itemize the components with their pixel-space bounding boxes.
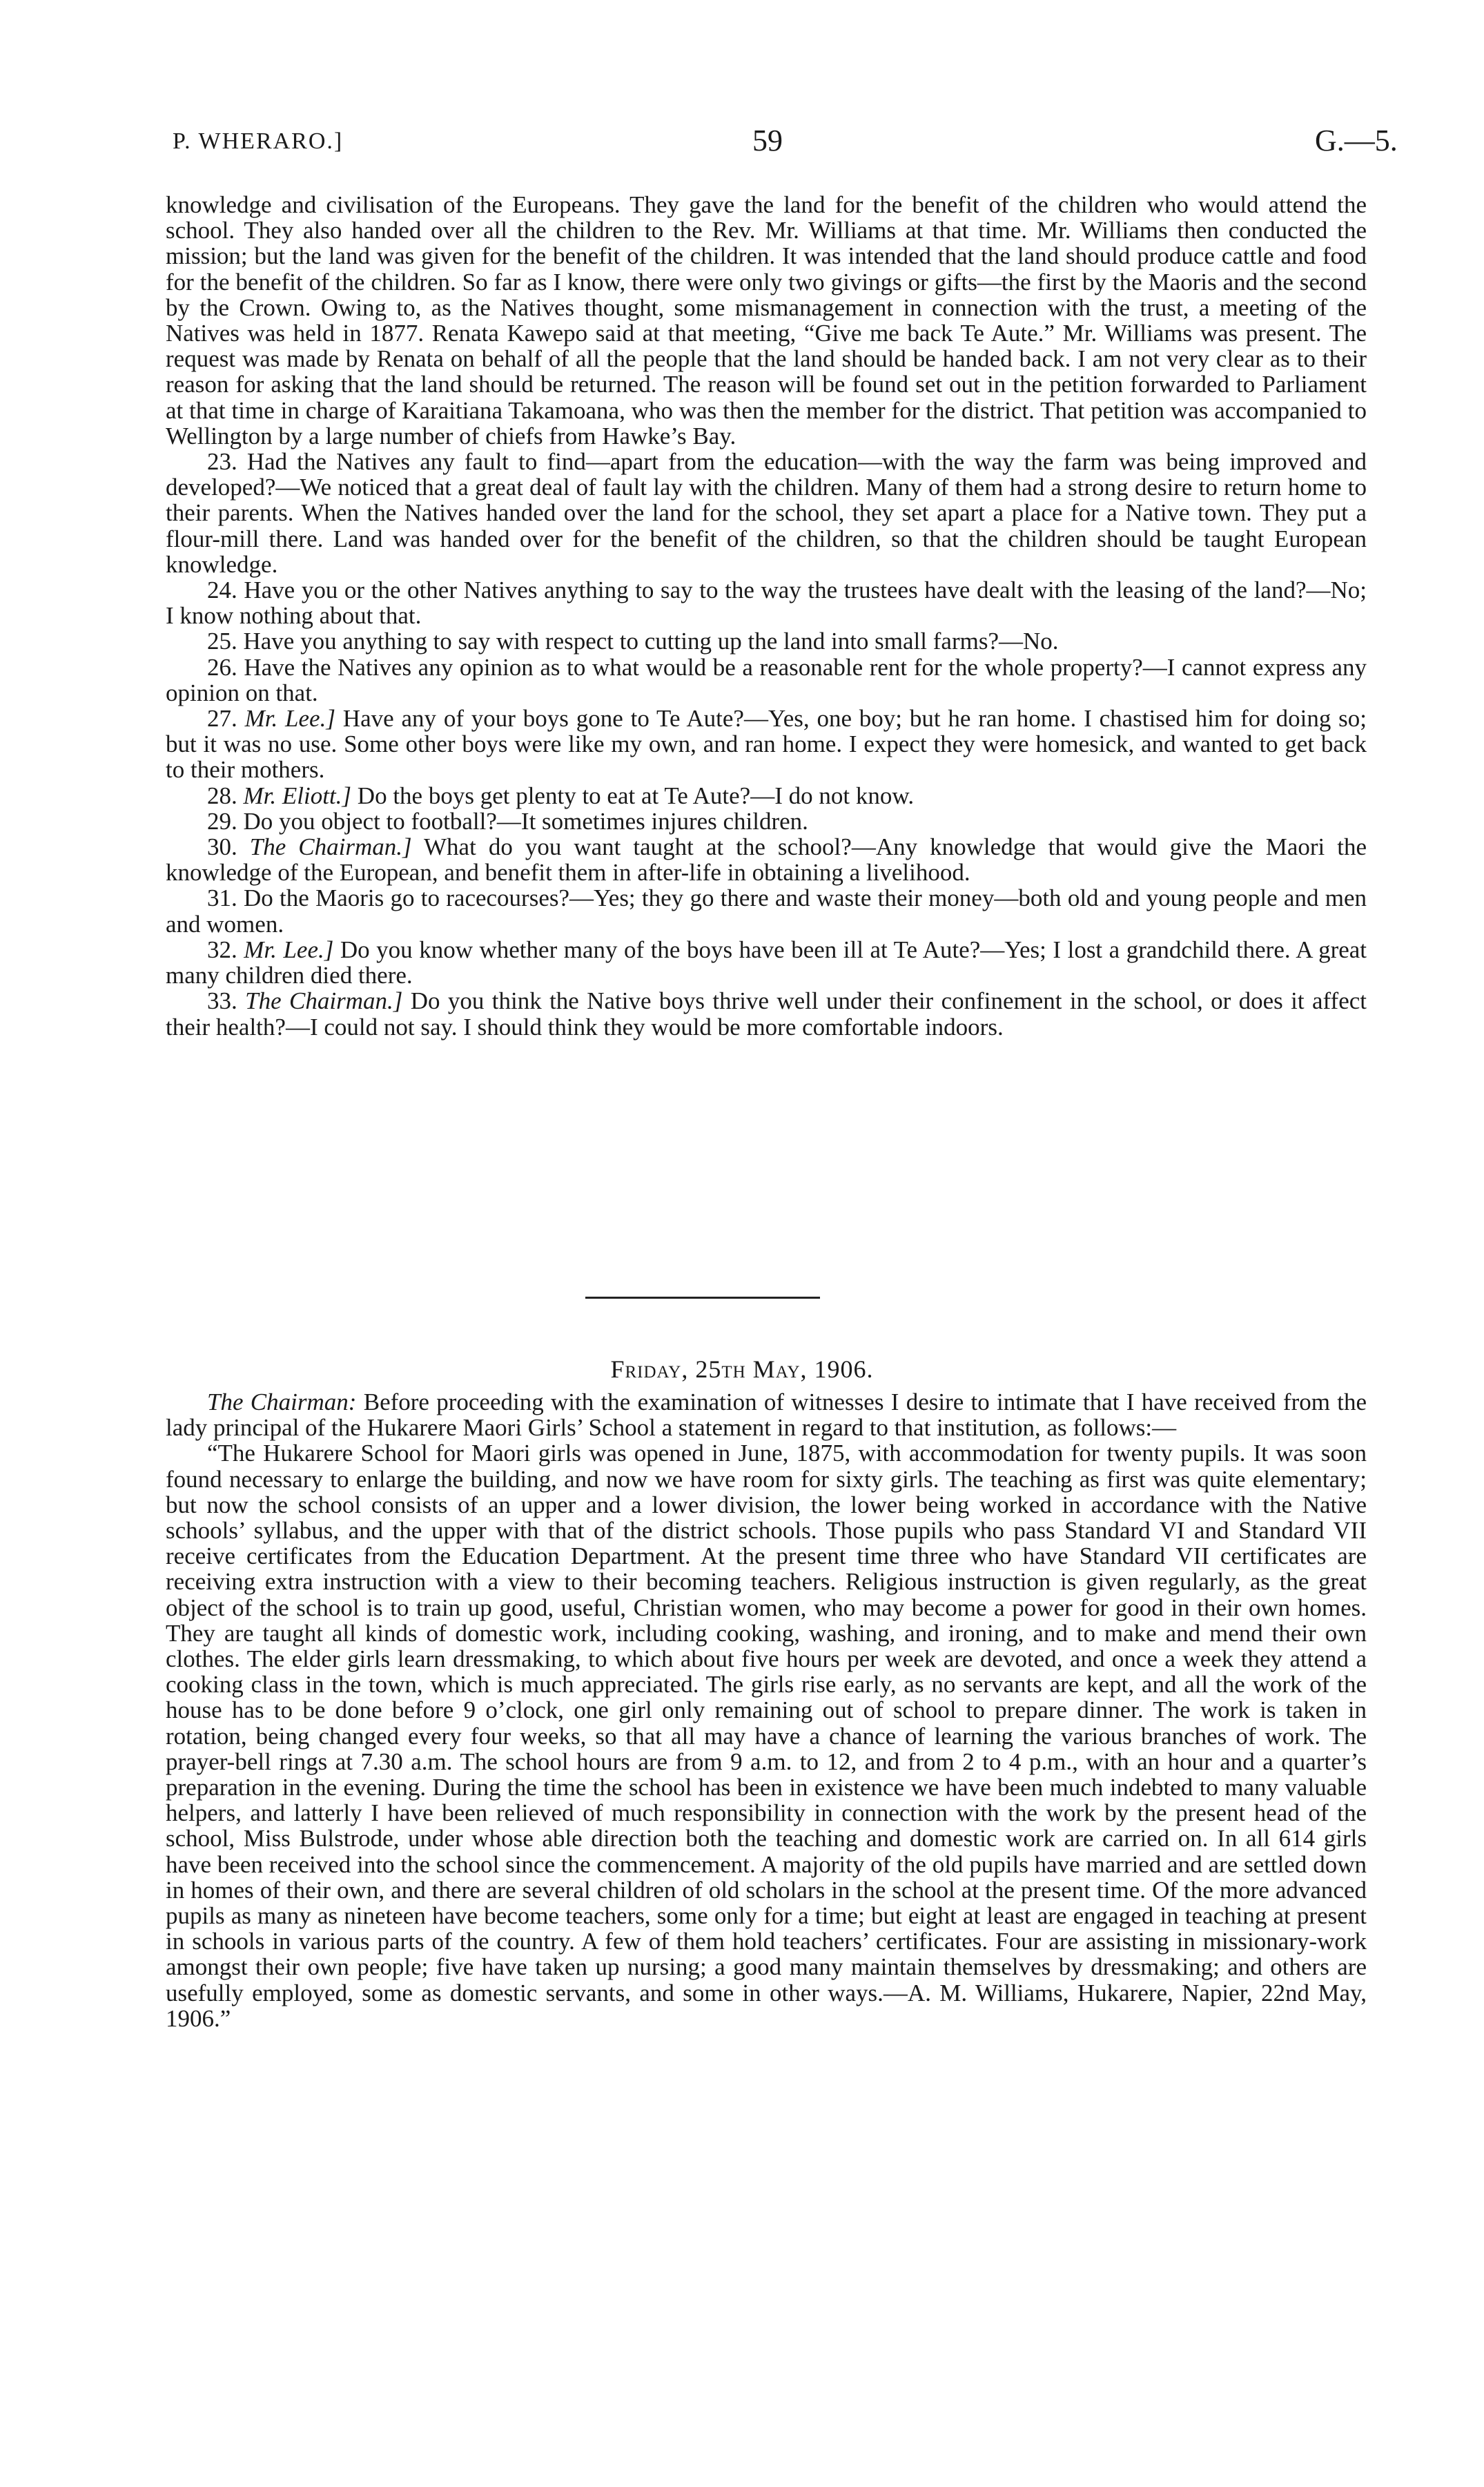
paragraph-text: 29. Do you object to football?—It sometimes injures children. <box>207 807 808 835</box>
running-head-witness: P. WHERARO.] <box>173 128 344 154</box>
paragraph-text: What do you want taught at the school?—Any knowledge that would give the Maori the knowledge of the European, and benefit them in after-life in obtaining a livelihood. <box>166 833 1367 887</box>
paragraph <box>166 988 1367 1039</box>
paragraph <box>166 655 1367 706</box>
question-number: 30. <box>207 833 237 861</box>
speaker: Mr. Lee.] <box>244 936 334 963</box>
speaker: Mr. Lee.] <box>244 705 335 733</box>
paragraph <box>166 577 1367 628</box>
paragraph-text: Before proceeding with the examination of witnesses I desire to intimate that I have received from the lady principal of the Hukarere Maori Girls’ School a statement in regard to that institution, as follows:— <box>166 1388 1367 1442</box>
paragraph-text: 24. Have you or the other Natives anything to say to the way the trustees have dealt with the leasing of the land?—No; I know nothing about that. <box>166 577 1367 630</box>
paragraph <box>166 937 1367 988</box>
paragraph <box>166 834 1367 885</box>
speaker: The Chairman: <box>207 1388 357 1415</box>
section-divider <box>585 1297 820 1299</box>
paragraph <box>166 783 1367 809</box>
document-reference: G.—5. <box>1315 124 1398 157</box>
paragraph-text: knowledge and civilisation of the Europeans. They gave the land for the benefit of the children who would attend the school. They also handed over all the children to the Rev. Mr. Williams at that time. Mr. Williams then conducted the mission; but the land was given for the benefit of the children. It was intended that the land should produce cattle and food for the benefit of the children. So far as I know, there were only two givings or gifts—the first by the Maoris and the second by the Crown. Owing to, as the Natives thought, some mismanagement in connection with the trust, a meeting of the Natives was held in 1877. Renata Kawepo said at that meeting, “Give me back Te Aute.” Mr. Williams was present. The request was made by Renata on behalf of all the people that the land should be handed back. I am not very clear as to their reason for asking that the land should be returned. The reason will be found set out in the petition forwarded to Parliament at that time in charge of Karaitiana Takamoana, who was then the member for the district. That petition was accompanied to Wellington by a large number of chiefs from Hawke’s Bay. <box>166 191 1367 449</box>
paragraph-text: Do you think the Native boys thrive well under their confinement in the school, or does it affect their health?—I could not say. I should think they would be more comfortable indoors. <box>166 987 1367 1041</box>
speaker: Mr. Eliott.] <box>243 782 352 809</box>
paragraph-text: Do you know whether many of the boys have been ill at Te Aute?—Yes; I lost a grandchild there. A great many children died there. <box>166 936 1367 989</box>
evidence-section-1 <box>166 192 1367 1040</box>
paragraph-text: 26. Have the Natives any opinion as to what would be a reasonable rent for the whole property?—I cannot express any opinion on that. <box>166 653 1367 706</box>
paragraph <box>166 628 1367 654</box>
paragraph-text: Have any of your boys gone to Te Aute?—Yes, one boy; but he ran home. I chastised him for doing so; but it was no use. Some other boys were like my own, and ran home. I expect they were homesick, and wanted to get back to their mothers. <box>166 705 1367 784</box>
page-number: 59 <box>752 124 783 157</box>
paragraph <box>166 1389 1367 1440</box>
question-number: 28. <box>207 782 237 809</box>
question-number: 27. <box>207 705 237 733</box>
paragraph <box>166 192 1367 449</box>
paragraph-text: 25. Have you anything to say with respect to cutting up the land into small farms?—No. <box>207 628 1059 655</box>
paragraph <box>166 1440 1367 2031</box>
evidence-section-2 <box>166 1389 1367 2031</box>
speaker: The Chairman.] <box>249 833 412 861</box>
speaker: The Chairman.] <box>245 987 403 1015</box>
paragraph <box>166 706 1367 783</box>
paragraph-text: Do the boys get plenty to eat at Te Aute?—I do not know. <box>357 782 915 809</box>
question-number: 32. <box>207 936 237 963</box>
question-number: 33. <box>207 987 237 1015</box>
paragraph-text: 31. Do the Maoris go to racecourses?—Yes; they go there and waste their money—both old and young people and men and women. <box>166 884 1367 938</box>
paragraph-text: “The Hukarere School for Maori girls was opened in June, 1875, with accommodation for twenty pupils. It was soon found necessary to enlarge the building, and now we have room for sixty girls. The teaching as first was quite elementary; but now the school consists of an upper and a lower division, the lower being worked in accordance with the Native schools’ syllabus, and the upper with that of the district schools. Those pupils who pass Standard VI and Standard VII receive certificates from the Education Department. At the present time three who have Standard VII certificates are receiving extra instruction with a view to their becoming teachers. Religious instruction is given regularly, as the great object of the school is to train up good, useful, Christian women, who may become a power for good in their own homes. They are taught all kinds of domestic work, including cooking, washing, and ironing, and to make and mend their own clothes. The elder girls learn dressmaking, to which about five hours per week are devoted, and once a week they attend a cooking class in the town, which is much appreciated. The girls rise early, as no servants are kept, and all the work of the house has to be done before 9 o’clock, one girl only remaining out of school to prepare dinner. The work is taken in rotation, being changed every four weeks, so that all may have a chance of learning the various branches of work. The prayer-bell rings at 7.30 a.m. The school hours are from 9 a.m. to 12, and from 2 to 4 p.m., with an hour and a quarter’s preparation in the evening. During the time the school has been in existence we have been much indebted to many valuable helpers, and latterly I have been relieved of much responsibility in connection with the work by the present head of the school, Miss Bulstrode, under whose able direction both the teaching and domestic work are carried on. In all 614 girls have been received into the school since the commencement. A majority of the old pupils have married and are settled down in homes of their own, and there are several children of old scholars in the school at the present time. Of the more advanced pupils as many as nineteen have become teachers, some only for a time; but eight at least are engaged in teaching at present in schools in various parts of the country. A few of them hold teachers’ certificates. Four are assisting in missionary-work amongst their own people; five have taken up nursing; a good many maintain themselves by dressmaking; and others are usefully employed, some as domestic servants, and some in other ways.—A. M. Williams, Hukarere, Napier, 22nd May, 1906.” <box>166 1440 1367 2032</box>
paragraph <box>166 449 1367 577</box>
date-heading: Friday, 25th May, 1906. <box>610 1355 874 1383</box>
paragraph <box>166 885 1367 936</box>
paragraph <box>166 809 1367 834</box>
paragraph-text: 23. Had the Natives any fault to find—apart from the education—with the way the farm was being improved and developed?—We noticed that a great deal of fault lay with the children. Many of them had a strong desire to return home to their parents. When the Natives handed over the land for the school, they set apart a place for a Native town. They put a flour-mill there. Land was handed over for the benefit of the children, so that the children should be taught European knowledge. <box>166 448 1367 578</box>
